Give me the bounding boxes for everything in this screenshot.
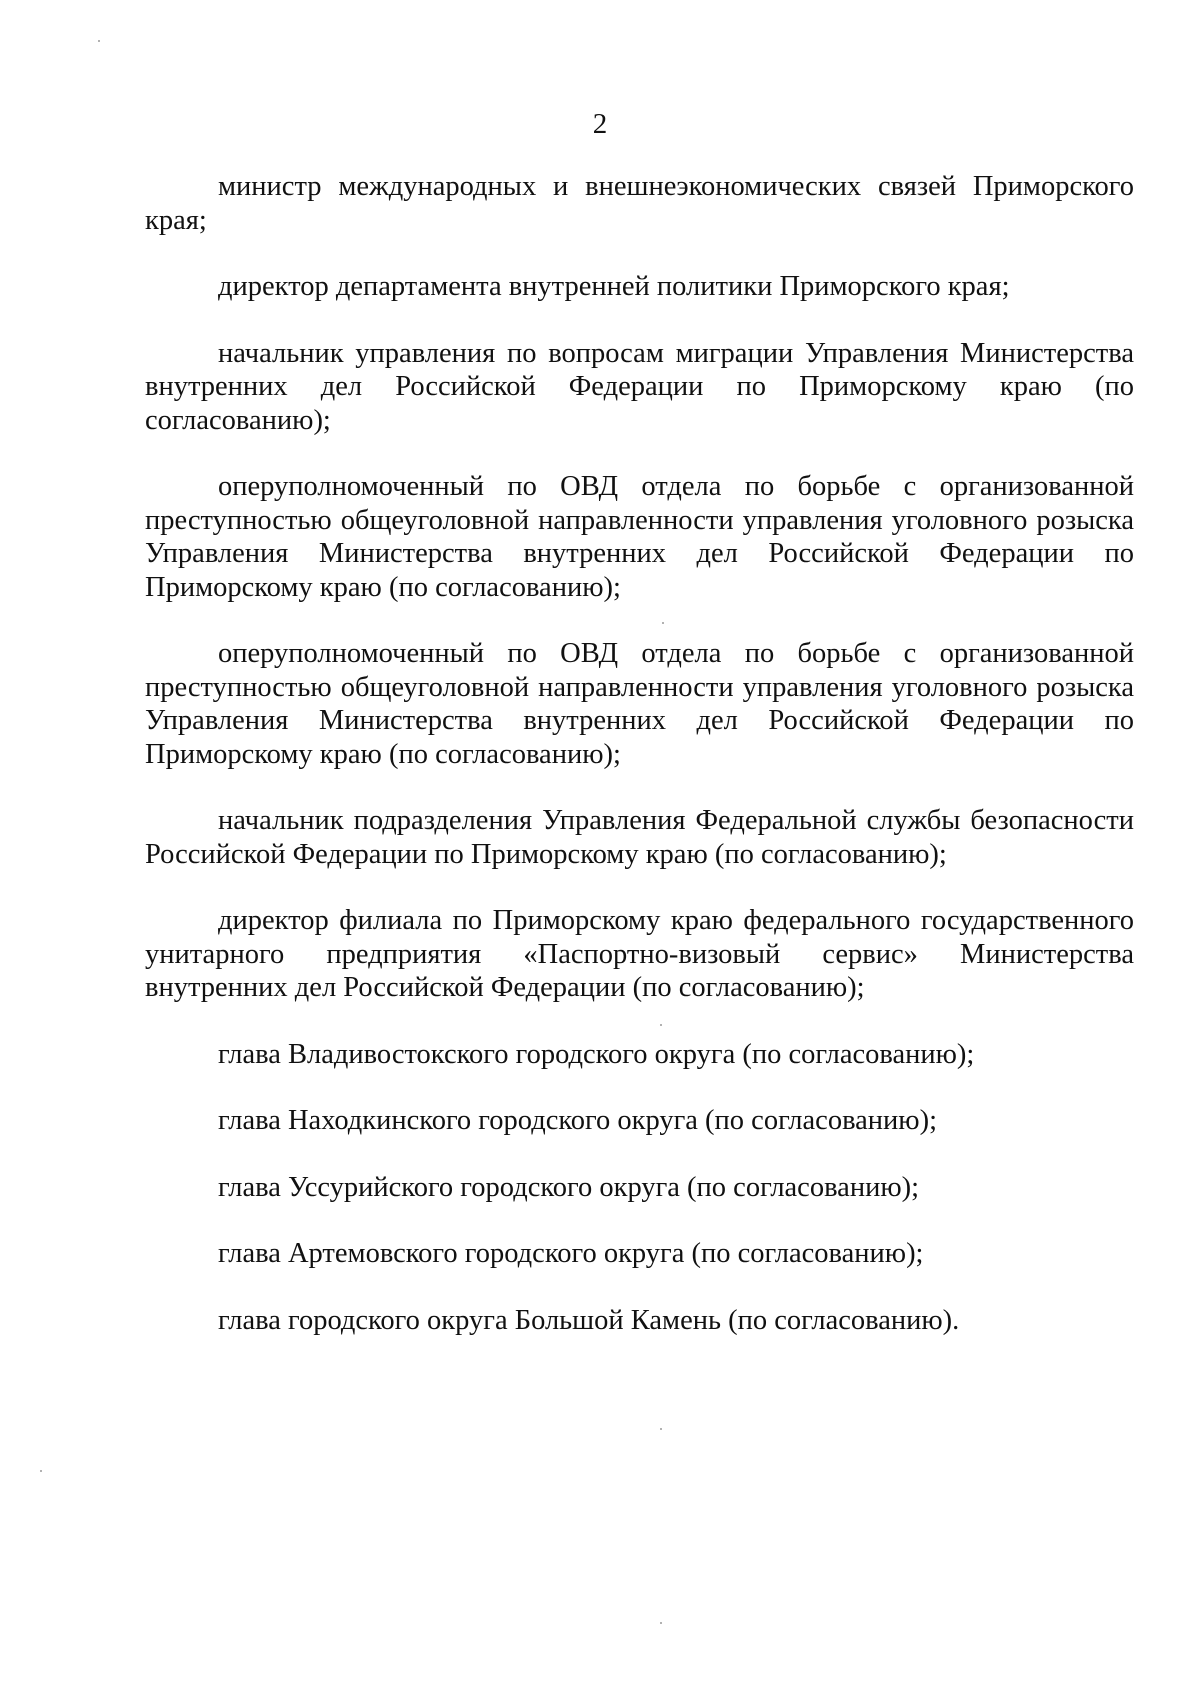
scan-speck xyxy=(98,40,100,42)
list-item: глава Уссурийского городского округа (по согласованию); xyxy=(218,1171,920,1203)
page-number: 2 xyxy=(592,108,608,140)
list-item: начальник подразделения Управления Федеральной службы безопасности Российской Федерации по Приморскому краю (по согласованию); xyxy=(145,805,1134,870)
member-list xyxy=(145,170,1134,1370)
scan-speck xyxy=(660,1024,662,1026)
list-item: глава Владивостокского городского округа (по согласованию); xyxy=(218,1038,975,1070)
list-item: глава Артемовского городского округа (по согласованию); xyxy=(218,1238,924,1269)
scan-speck xyxy=(660,1428,662,1430)
list-item: оперуполномоченный по ОВД отдела по борьбе с организованной преступностью общеуголовной направленности управления уголовного розыска Управления Министерства внутренних дел Российской Федерации по Приморскому краю (по согласованию); xyxy=(145,638,1134,770)
list-item: директор филиала по Приморскому краю федерального государственного унитарного предприятия «Паспортно-визовый сервис» Министерства внутренних дел Российской Федерации (по согласованию); xyxy=(145,905,1134,1003)
scan-speck xyxy=(662,622,664,624)
list-item: начальник управления по вопросам миграции Управления Министерства внутренних дел Российской Федерации по Приморскому краю (по согласованию); xyxy=(145,337,1134,436)
scan-speck xyxy=(40,1470,42,1472)
list-item: глава городского округа Большой Камень (по согласованию). xyxy=(218,1304,960,1336)
scan-speck xyxy=(660,1622,662,1624)
list-item: оперуполномоченный по ОВД отдела по борьбе с организованной преступностью общеуголовной направленности управления уголовного розыска Управления Министерства внутренних дел Российской Федерации по Приморскому краю (по согласованию); xyxy=(145,471,1134,603)
list-item: министр международных и внешнеэкономических связей Приморского края; xyxy=(145,171,1134,236)
list-item: директор департамента внутренней политики Приморского края; xyxy=(218,271,1010,302)
list-item: глава Находкинского городского округа (по согласованию); xyxy=(218,1105,938,1136)
